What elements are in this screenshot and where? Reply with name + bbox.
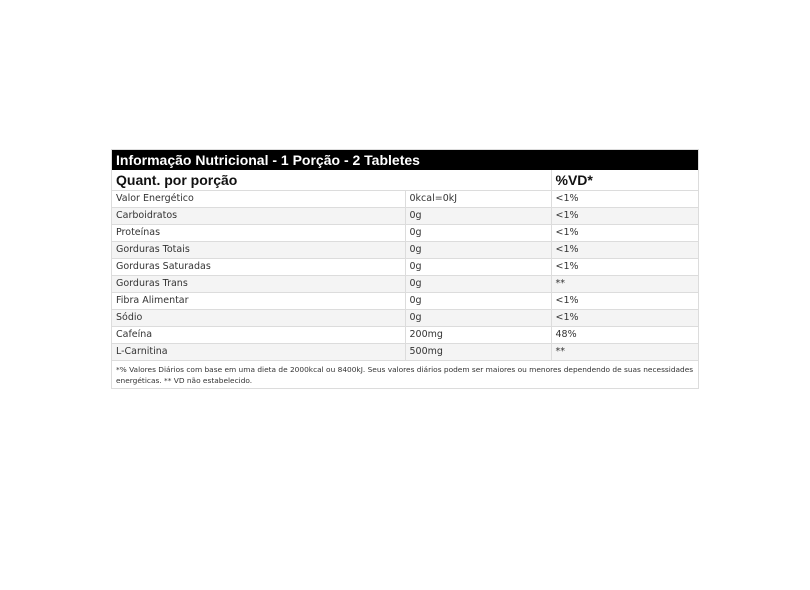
nutrient-name: Proteínas	[112, 225, 405, 242]
nutrient-amount: 0g	[405, 208, 551, 225]
table-row	[112, 276, 698, 293]
table-row	[112, 208, 698, 225]
table-row	[112, 225, 698, 242]
nutrient-name: Gorduras Trans	[112, 276, 405, 293]
nutrient-vd: <1%	[551, 242, 698, 259]
table-row	[112, 191, 698, 208]
nutrition-rows	[112, 191, 698, 361]
nutrient-name: Gorduras Saturadas	[112, 259, 405, 276]
nutrient-name: Gorduras Totais	[112, 242, 405, 259]
nutrient-vd: <1%	[551, 293, 698, 310]
nutrient-vd: <1%	[551, 208, 698, 225]
nutrient-amount: 0g	[405, 310, 551, 327]
nutrient-name: Fibra Alimentar	[112, 293, 405, 310]
nutrient-amount: 0g	[405, 225, 551, 242]
nutrient-vd: **	[551, 276, 698, 293]
nutrient-amount: 0g	[405, 293, 551, 310]
nutrient-vd: <1%	[551, 310, 698, 327]
nutrition-footnote: *% Valores Diários com base em uma dieta de 2000kcal ou 8400kJ. Seus valores diários podem ser maiores ou menores dependendo de suas necessidades energéticas. ** VD não estabelecido.	[116, 365, 694, 385]
nutrient-amount: 0g	[405, 276, 551, 293]
nutrient-name: Cafeína	[112, 327, 405, 344]
nutrient-vd: <1%	[551, 259, 698, 276]
nutrient-amount: 200mg	[405, 327, 551, 344]
table-row	[112, 259, 698, 276]
nutrient-name: Sódio	[112, 310, 405, 327]
nutrition-facts-panel	[111, 149, 699, 389]
nutrient-vd: **	[551, 344, 698, 361]
nutrient-vd: <1%	[551, 225, 698, 242]
nutrient-amount: 0kcal=0kJ	[405, 191, 551, 208]
table-header-row	[112, 170, 698, 191]
serving-header: Quant. por porção	[112, 170, 551, 191]
nutrition-title: Informação Nutricional - 1 Porção - 2 Tabletes	[112, 150, 698, 170]
nutrient-name: Valor Energético	[112, 191, 405, 208]
nutrient-amount: 0g	[405, 259, 551, 276]
table-row	[112, 344, 698, 361]
nutrient-amount: 0g	[405, 242, 551, 259]
table-row	[112, 242, 698, 259]
nutrient-name: Carboidratos	[112, 208, 405, 225]
nutrient-amount: 500mg	[405, 344, 551, 361]
table-row	[112, 327, 698, 344]
nutrient-name: L-Carnitina	[112, 344, 405, 361]
nutrient-vd: <1%	[551, 191, 698, 208]
nutrition-table	[112, 170, 698, 361]
vd-header: %VD*	[551, 170, 698, 191]
nutrient-vd: 48%	[551, 327, 698, 344]
table-row	[112, 293, 698, 310]
table-row	[112, 310, 698, 327]
